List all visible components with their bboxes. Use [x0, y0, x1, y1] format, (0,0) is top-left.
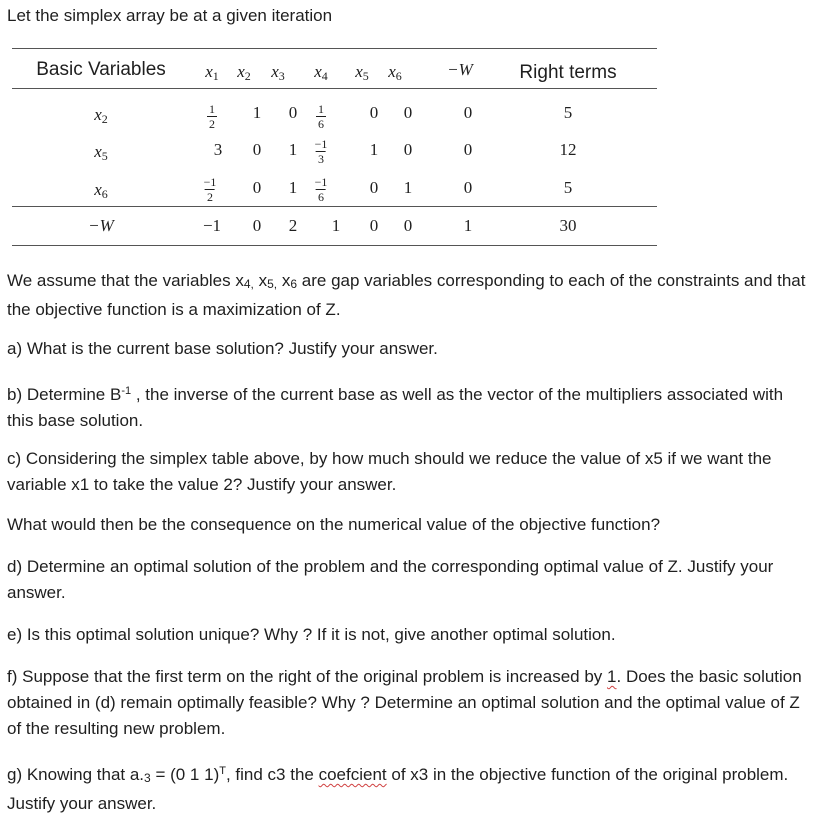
header-x1: $x_1$	[205, 62, 219, 83]
cell-x5-x3: 1	[288, 140, 298, 159]
cell-x6-x1: −1 2	[203, 175, 217, 204]
header-x5: $x_5$	[355, 62, 369, 83]
cell-w-x2: 0	[252, 216, 262, 235]
cell-x6-x5: 0	[369, 178, 379, 197]
cell-x5-x5: 1	[369, 140, 379, 159]
cell-x6-x3: 1	[288, 178, 298, 197]
question-f: f) Suppose that the first term on the right of the original problem is increased by 1. Does the basic solution obtained in (d) remain optimally feasible? Why ? Determine an optimal solution and the optimal value of Z of the resulting new problem.	[7, 667, 802, 738]
cell-x5-x4: −1 3	[314, 137, 328, 166]
cell-x2-x5: 0	[369, 103, 379, 122]
row-basic-neg-w: −W	[88, 216, 114, 235]
question-c: c) Considering the simplex table above, by how much should we reduce the value of x5 if we want the variable x1 to take the value 2? Justify your answer.	[7, 449, 772, 494]
cell-x5-x1: 3	[213, 140, 223, 159]
cell-x2-x6: 0	[403, 103, 413, 122]
cell-x2-x4: 1 6	[318, 102, 324, 131]
cell-x6-w: 0	[463, 178, 473, 197]
question-assumption: We assume that the variables x4, x5, x6 are gap variables corresponding to each of the constraints and that the objective function is a maximization of Z.	[7, 271, 806, 319]
header-basic-variables: Basic Variables	[36, 59, 166, 80]
header-right-terms: Right terms	[519, 62, 617, 83]
header-x6: $x_6$	[388, 62, 402, 83]
cell-w-x4: 1	[331, 216, 341, 235]
cell-w-rhs: 30	[559, 216, 577, 235]
cell-x5-x6: 0	[403, 140, 413, 159]
header-x3: $x_3$	[271, 62, 285, 83]
question-c-followup: What would then be the consequence on the numerical value of the objective function?	[7, 515, 661, 534]
cell-x5-rhs: 12	[559, 140, 577, 159]
cell-w-x6: 0	[403, 216, 413, 235]
cell-x6-rhs: 5	[563, 178, 573, 197]
cell-x2-x1: 1 2	[209, 102, 215, 131]
question-e: e) Is this optimal solution unique? Why ? If it is not, give another optimal solution.	[7, 625, 616, 644]
cell-x5-x2: 0	[252, 140, 262, 159]
question-b: b) Determine $B^{-1}$ , the inverse of the current base as well as the vector of the multipliers associated with this base solution.	[7, 385, 784, 430]
cell-x2-x3: 0	[288, 103, 298, 122]
cell-w-w: 1	[463, 216, 473, 235]
cell-x2-x2: 1	[252, 103, 262, 122]
cell-x6-x2: 0	[252, 178, 262, 197]
row-basic-x6: $x_6$	[94, 180, 108, 201]
question-g: g) Knowing that a.3 = (0 1 1)$^T$, find c3 the coefcient of x3 in the objective function of the original problem. Justify your answer.	[7, 765, 789, 813]
cell-x2-w: 0	[463, 103, 473, 122]
intro-text: Let the simplex array be at a given iteration	[7, 6, 333, 25]
cell-x6-x4: −1 6	[314, 175, 328, 204]
cell-x5-w: 0	[463, 140, 473, 159]
simplex-table	[12, 48, 657, 248]
header-x4: $x_4$	[314, 62, 328, 83]
cell-x2-rhs: 5	[563, 103, 573, 122]
cell-w-x1: −1	[202, 216, 222, 235]
table-bottom-rule	[12, 245, 657, 246]
cell-w-x3: 2	[288, 216, 298, 235]
row-basic-x5: $x_5$	[94, 142, 108, 163]
row-basic-x2: $x_2$	[94, 105, 108, 126]
question-d: d) Determine an optimal solution of the problem and the corresponding optimal value of Z. Justify your answer.	[7, 557, 774, 602]
table-header-rule	[12, 88, 657, 89]
question-a: a) What is the current base solution? Justify your answer.	[7, 339, 438, 358]
table-objective-rule	[12, 206, 657, 207]
header-x2: $x_2$	[237, 62, 251, 83]
cell-x6-x6: 1	[403, 178, 413, 197]
table-top-rule	[12, 48, 657, 49]
header-neg-w: −W	[447, 60, 473, 79]
cell-w-x5: 0	[369, 216, 379, 235]
